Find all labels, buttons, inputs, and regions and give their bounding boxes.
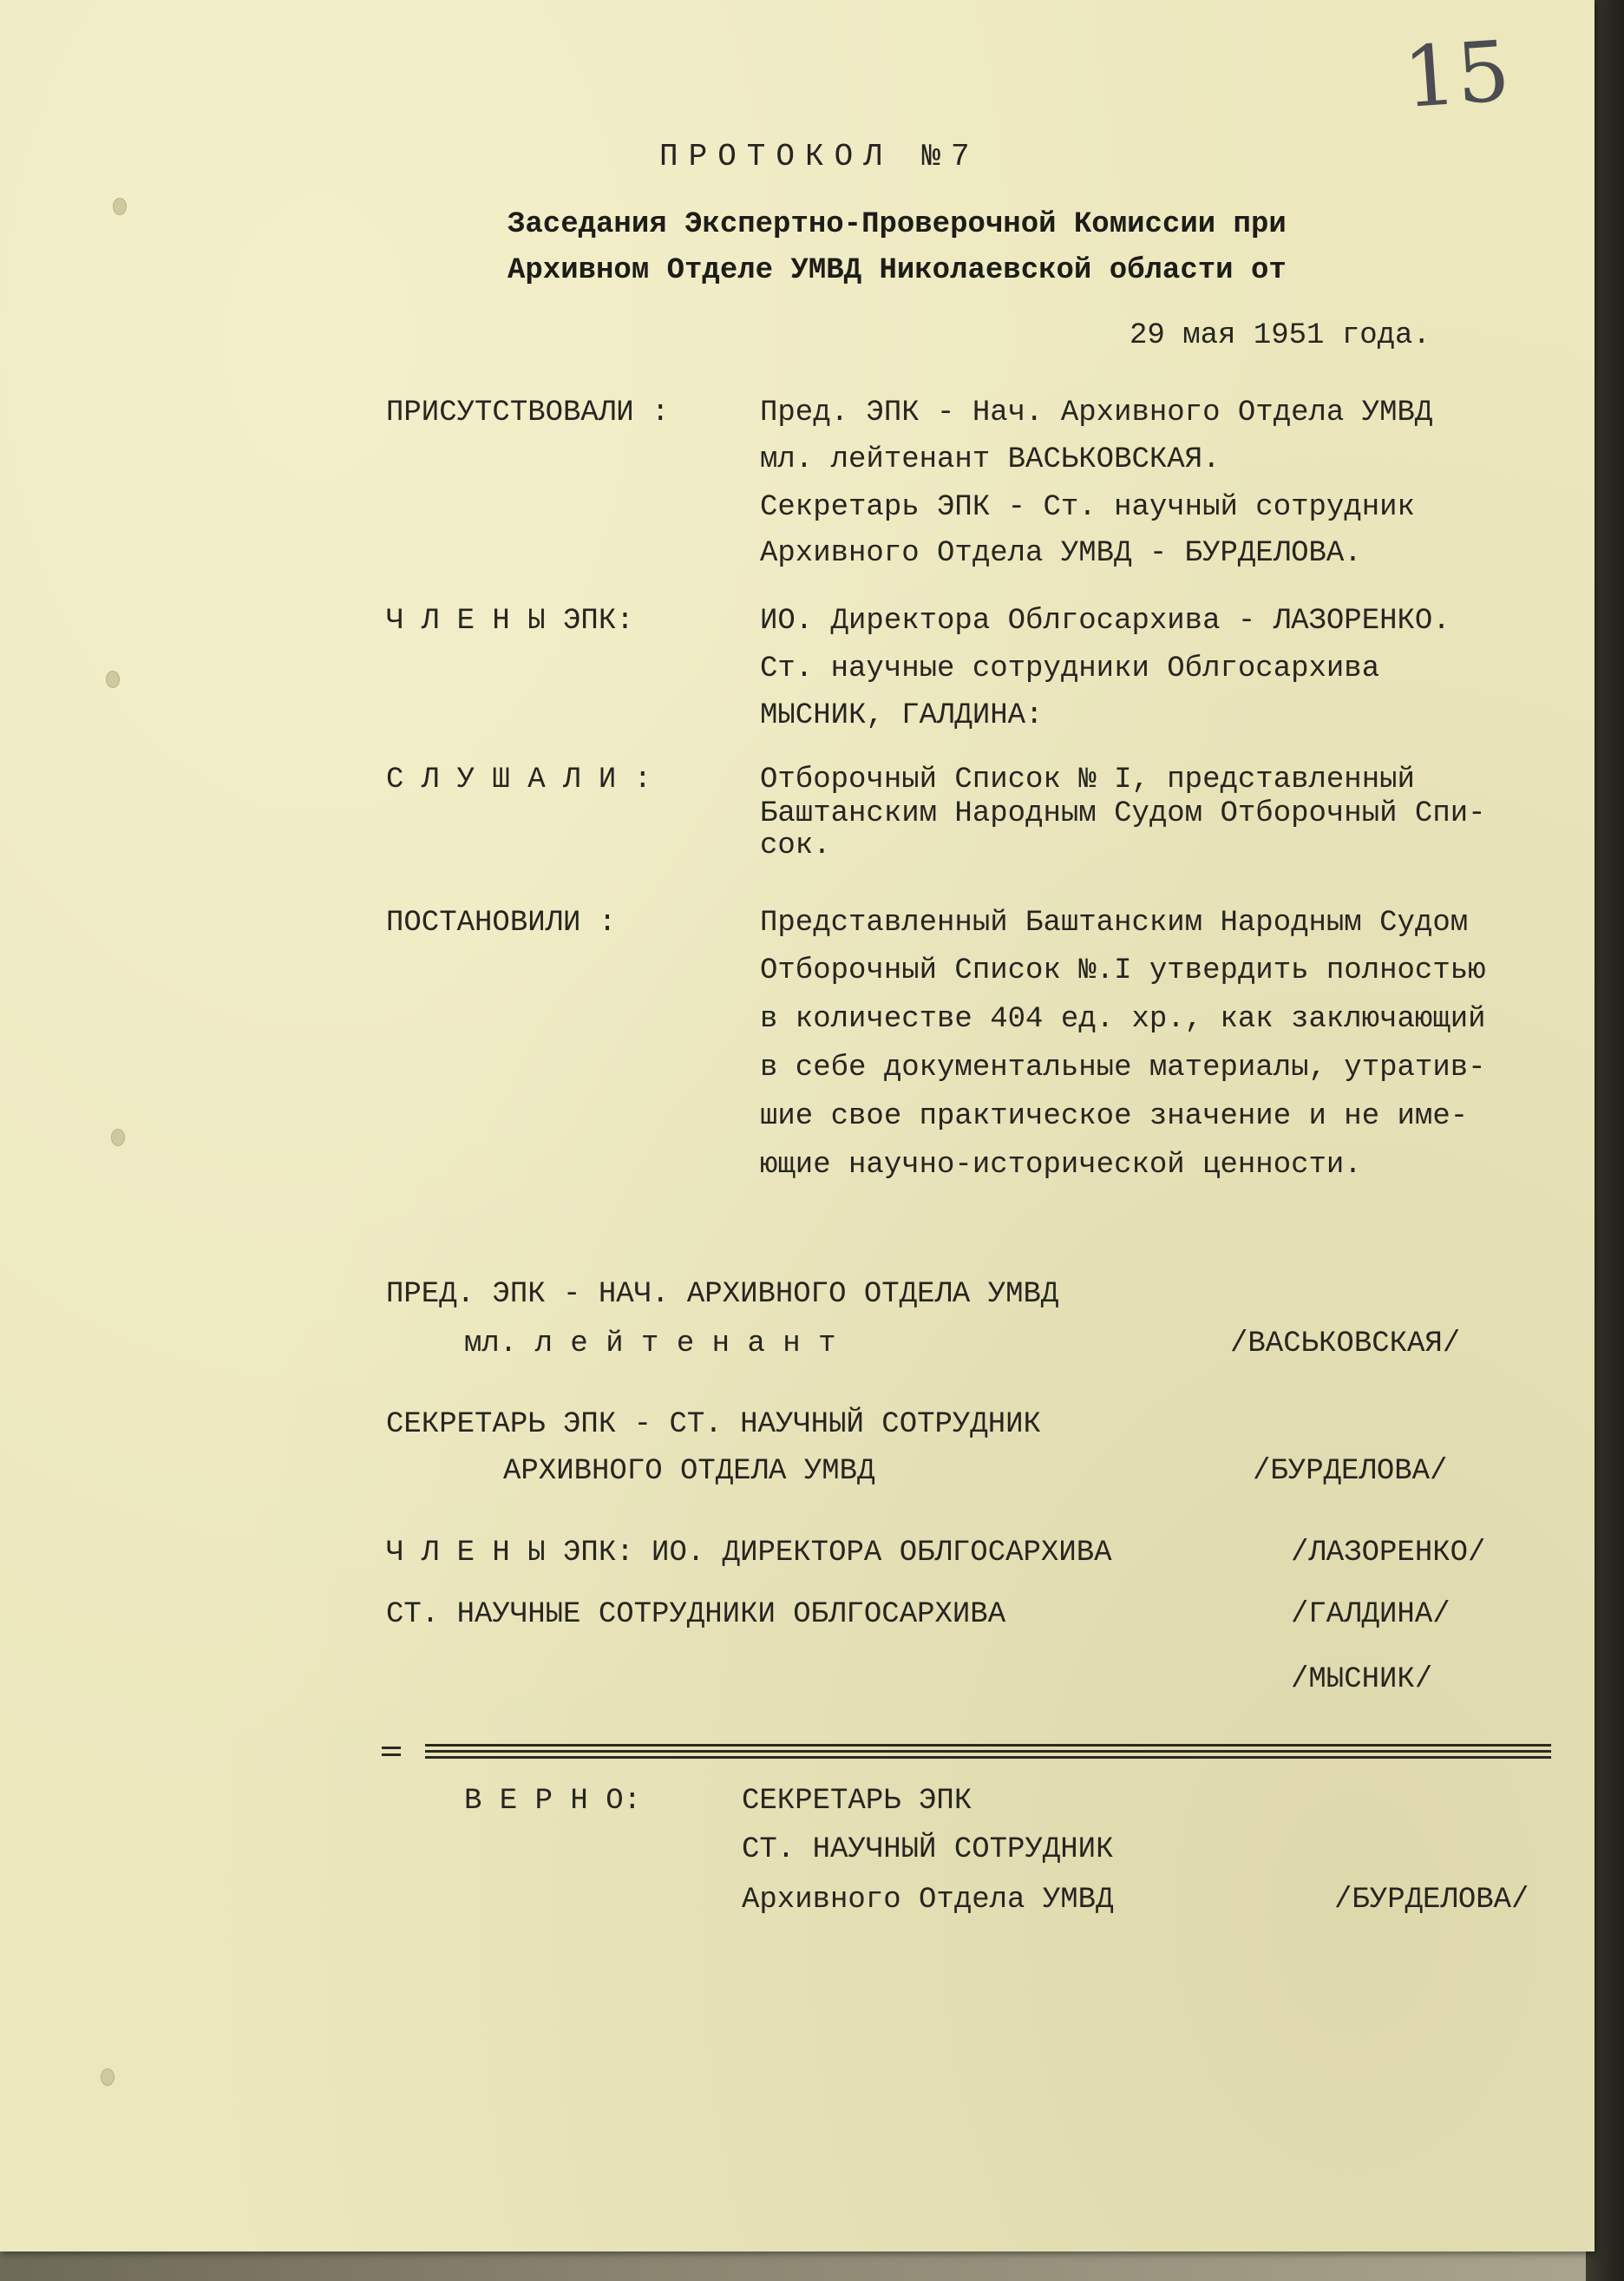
certified-line1: СЕКРЕТАРЬ ЭПК xyxy=(742,1785,972,1818)
resolved-line: шие свое практическое значение и не име- xyxy=(760,1100,1469,1133)
document-subtitle-line1: Заседания Экспертно-Проверочной Комиссии при xyxy=(508,208,1287,241)
separator-rule xyxy=(382,1753,401,1756)
present-line: Пред. ЭПК - Нач. Архивного Отдела УМВД xyxy=(760,397,1433,429)
member-name-galdina: /ГАЛДИНА/ xyxy=(1291,1598,1450,1631)
members-label: Ч Л Е Н Ы ЭПК: xyxy=(386,605,634,638)
heard-line: сок. xyxy=(760,829,831,862)
resolved-line: Отборочный Список №.I утвердить полностью xyxy=(760,954,1486,987)
scientists-signature-line: СТ. НАУЧНЫЕ СОТРУДНИКИ ОБЛГОСАРХИВА xyxy=(386,1598,1006,1631)
members-line: МЫСНИК, ГАЛДИНА: xyxy=(760,699,1044,732)
resolved-line: Представленный Баштанским Народным Судом xyxy=(760,907,1469,940)
certified-label: В Е Р Н О: xyxy=(464,1785,642,1818)
resolved-line: в себе документальные материалы, утратив- xyxy=(760,1052,1486,1085)
resolved-line: в количестве 404 ед. хр., как заключающий xyxy=(760,1003,1486,1036)
member-name-mysnik: /МЫСНИК/ xyxy=(1291,1663,1433,1696)
present-line: мл. лейтенант ВАСЬКОВСКАЯ. xyxy=(760,443,1221,476)
chair-name: /ВАСЬКОВСКАЯ/ xyxy=(1230,1327,1461,1360)
certified-line2: СТ. НАУЧНЫЙ СОТРУДНИК xyxy=(742,1833,1114,1866)
present-label: ПРИСУТСТВОВАЛИ : xyxy=(386,397,670,429)
binder-hole xyxy=(111,1129,125,1146)
separator-rule xyxy=(425,1750,1551,1753)
heard-line: Баштанским Народным Судом Отборочный Спи- xyxy=(760,797,1486,830)
separator-rule xyxy=(425,1756,1551,1759)
heard-label: С Л У Ш А Л И : xyxy=(386,764,652,796)
chair-title-line1: ПРЕД. ЭПК - НАЧ. АРХИВНОГО ОТДЕЛА УМВД xyxy=(386,1278,1059,1311)
members-line: ИО. Директора Облгосархива - ЛАЗОРЕНКО. xyxy=(760,605,1450,638)
handwritten-page-number: 15 xyxy=(1400,22,1513,128)
resolved-label: ПОСТАНОВИЛИ : xyxy=(386,907,617,940)
certified-name: /БУРДЕЛОВА/ xyxy=(1334,1884,1529,1917)
chair-title-line2: мл. л е й т е н а н т xyxy=(464,1327,836,1360)
binder-hole xyxy=(106,671,120,688)
secretary-name: /БУРДЕЛОВА/ xyxy=(1253,1455,1448,1488)
heard-line: Отборочный Список № I, представленный xyxy=(760,764,1415,796)
binder-hole xyxy=(101,2068,115,2086)
binder-hole xyxy=(113,198,127,215)
member-name-lazorenko: /ЛАЗОРЕНКО/ xyxy=(1291,1537,1486,1570)
separator-rule xyxy=(425,1744,1551,1747)
members-line: Ст. научные сотрудники Облгосархива xyxy=(760,652,1380,685)
document-title: ПРОТОКОЛ №7 xyxy=(659,139,980,174)
resolved-line: ющие научно-исторической ценности. xyxy=(760,1149,1362,1182)
document-subtitle-line2: Архивном Отделе УМВД Николаевской области от xyxy=(508,254,1287,287)
present-line: Секретарь ЭПК - Ст. научный сотрудник xyxy=(760,491,1415,524)
secretary-title-line2: АРХИВНОГО ОТДЕЛА УМВД xyxy=(503,1455,875,1488)
secretary-title-line1: СЕКРЕТАРЬ ЭПК - СТ. НАУЧНЫЙ СОТРУДНИК xyxy=(386,1408,1041,1441)
separator-rule xyxy=(382,1747,401,1749)
document-date: 29 мая 1951 года. xyxy=(1130,319,1431,352)
certified-line3: Архивного Отдела УМВД xyxy=(742,1884,1114,1917)
present-line: Архивного Отдела УМВД - БУРДЕЛОВА. xyxy=(760,537,1362,570)
members-signature-line: Ч Л Е Н Ы ЭПК: ИО. ДИРЕКТОРА ОБЛГОСАРХИВА xyxy=(386,1537,1112,1570)
